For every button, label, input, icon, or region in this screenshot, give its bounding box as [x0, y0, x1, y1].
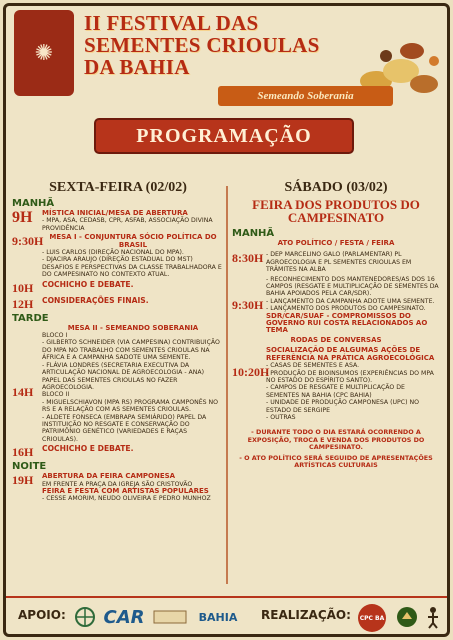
- schedule-row: [12, 445, 224, 459]
- schedule-row: [12, 473, 224, 503]
- soc-text-5: - OUTRAS: [266, 413, 296, 421]
- schedule-row: [12, 325, 224, 444]
- time-19h: 19H: [12, 473, 34, 488]
- feira-heading: ABERTURA DA FEIRA CAMPONESA: [42, 472, 176, 481]
- cochicho-1: COCHICHO E DEBATE.: [42, 279, 134, 289]
- footer: [6, 596, 447, 636]
- ato-politico: ATO POLÍTICO / FESTA / FEIRA: [277, 239, 395, 247]
- bloco2-speaker-2: - ALDETE FONSECA (EMBRAPA SEMIÁRIDO) PAPEL DA INSTITUIÇÃO NO RESGATE E CONSERVAÇÃO DO PATRIMÔNIO GENÉTICO (VARIEDADES E RAÇAS CRIOULAS).: [42, 413, 207, 443]
- pl-text: - DEP MARCELINO GALO (PARLAMENTAR) PL AGROECOLOGIA E PL SEMENTES CRIOULAS EM TRÂMITES NA ALBA: [266, 251, 412, 274]
- mesa1-heading: MESA I - CONJUNTURA SÓCIO POLÍTICA DO BRASIL: [49, 233, 217, 249]
- soc-text-4: - UNIDADE DE PRODUÇÃO CAMPONESA (UPC) NO ESTADO DE SERGIPE: [266, 399, 419, 414]
- schedule-row: [12, 234, 224, 278]
- soc-text-3: - CAMPOS DE RESGATE E MULTIPLICAÇÃO DE SEMENTES NA BAHIA (CPC BAHIA): [266, 384, 405, 399]
- figure-icon: [422, 604, 444, 630]
- mesa2-item: [42, 325, 224, 444]
- note-1: - DURANTE TODO O DIA ESTARÁ OCORRENDO A EXPOSIÇÃO, TROCA E VENDA DOS PRODUTOS DO CAMPESINATO.: [247, 428, 425, 452]
- mesa1-speaker-2: - DJACIRA ARAUJO (DIREÇÃO ESTADUAL DO MST) DESAFIOS E PERSPECTIVAS DA CLASSE TRABALHADORA E DO CAMPESINATO NO CONTEXTO ATUAL.: [42, 256, 222, 279]
- title-line-1: II FESTIVAL DAS: [84, 11, 259, 35]
- abertura-heading: MÍSTICA INICIAL/MESA DE ABERTURA: [42, 209, 188, 217]
- saturday-manha: MANHÃ: [232, 228, 275, 239]
- bahia-logo: BAHIA: [198, 610, 238, 624]
- bloco2-speaker-1: - MIGUELSCHIAVON (MPA RS) PROGRAMA CAMPONÊS NO RS E A RELAÇÃO COM AS SEMENTES CRIOULAS.: [42, 398, 219, 414]
- rodas-conversas: RODAS DE CONVERSAS: [290, 335, 382, 344]
- mesa2-heading: MESA II - SEMEANDO SOBERANIA: [67, 323, 199, 332]
- programacao-banner: PROGRAMAÇÃO: [94, 118, 354, 154]
- schedule-row: [12, 210, 224, 232]
- s930-text-3: - LANÇAMENTO DOS PRODUTOS DO CAMPESINATO.: [266, 305, 426, 313]
- saturday-day: SÁBADO (03/02): [284, 180, 388, 195]
- friday-manha: MANHÃ: [12, 198, 55, 209]
- friday-day: SEXTA-FEIRA (02/02): [49, 180, 187, 195]
- subtitle-banner: Semeando Soberania: [218, 86, 393, 106]
- schedule-row: [232, 347, 440, 421]
- title-line-3: DA BAHIA: [84, 55, 190, 79]
- festa-text: - CESSE AMORIM, NEUDO OLIVEIRA E PEDRO MUNHOZ: [42, 495, 211, 503]
- time-12h: 12H: [12, 296, 34, 311]
- soc-text-1: - CASAS DE SEMENTES E ASA.: [266, 362, 360, 370]
- s930-text-2: - LANÇAMENTO DA CAMPANHA ADOTE UMA SEMENTE.: [266, 297, 435, 305]
- mesa1-speaker-1: - LUIS CARLOS (DIREÇÃO NACIONAL DO MPA).: [42, 249, 184, 257]
- bloco1-speaker-2: - FLÁVIA LONDRES (SECRETARIA EXECUTIVA DA ARTICULAÇÃO NACIONAL DE AGROECOLOGIA - ANA) PAPEL DAS SEMENTES CRIOULAS NO FAZER AGROECOLOGIA.: [42, 361, 205, 391]
- time-830: 8:30H: [232, 251, 264, 266]
- socializacao-item: [266, 347, 440, 421]
- feira-item: [42, 473, 224, 503]
- festival-logo: ✺: [14, 10, 74, 96]
- poster: [3, 3, 450, 637]
- schedule-row: [232, 251, 440, 273]
- time-1020: 10:20H: [232, 365, 270, 380]
- header: [6, 6, 447, 114]
- friday-noite: NOITE: [12, 461, 47, 473]
- time-10h: 10H: [12, 280, 34, 295]
- feira-produtos-title: FEIRA DOS PRODUTOS DO CAMPESINATO: [252, 197, 420, 225]
- apoio-label: APOIO:: [18, 608, 66, 622]
- friday-tarde: TARDE: [12, 312, 49, 324]
- bloco2-label: BLOCO II: [42, 391, 70, 399]
- cochicho-2: COCHICHO E DEBATE.: [42, 444, 134, 454]
- feira-text: EM FRENTE A PRAÇA DA IGREJA SÃO CRISTOVÃO: [42, 480, 193, 488]
- consideracoes-finais: CONSIDERAÇÕES FINAIS.: [42, 295, 149, 305]
- partner-logo-icon: [68, 604, 102, 630]
- bloco1-speaker-1: - GILBERTO SCHNEIDER (VIA CAMPESINA) CONTRIBUIÇÃO DO MPA NO TRABALHO COM SEMENTES CRIOULAS NA ÁFRICA E A CAMPANHA SADOTE UMA SEMENTE.: [42, 339, 220, 362]
- s930-item: [266, 276, 440, 335]
- time-16h: 16H: [12, 445, 34, 460]
- time-14h: 14H: [12, 384, 34, 399]
- car-logo: CAR: [103, 606, 145, 628]
- government-logo-icon: [150, 604, 190, 630]
- time-930: 9:30H: [12, 234, 44, 249]
- abertura-text: - MPA, ASA, CEDASB, CPR, ASFAB, ASSOCIAÇÃO DIVINA PROVIDÊNCIA: [42, 217, 213, 232]
- bloco1-label: BLOCO I: [42, 332, 68, 340]
- s930-text-1: - RECONHECIMENTO DOS MANTENEDORES/AS DOS 16 CAMPOS (RESGATE E MULTIPLICAÇÃO DE SEMENTES DA BAHIA APOIADOS PELA CAR/SDR).: [266, 275, 439, 298]
- saturday-column: [232, 180, 440, 469]
- friday-column: [12, 180, 224, 505]
- sdr-heading: SDR/CAR/SUAF - COMPROMISSOS DO GOVERNO RUI COSTA RELACIONADOS AO TEMA: [266, 311, 428, 335]
- schedule-row: [232, 276, 440, 335]
- time-930-sat: 9:30H: [232, 297, 264, 312]
- column-divider: [226, 186, 228, 584]
- schedule-row: [12, 281, 224, 295]
- abertura-item: [42, 210, 224, 232]
- mesa1-item: [42, 234, 224, 278]
- soc-heading: SOCIALIZAÇÃO DE ALGUMAS AÇÕES DE REFERÊNCIA NA PRÁTICA AGROECOLÓGICA: [266, 346, 435, 362]
- cpc-logo: CPC BA: [358, 604, 386, 632]
- note-2: - O ATO POLÍTICO SERÁ SEGUIDO DE APRESENTAÇÕES ARTÍSTICAS CULTURAIS: [239, 453, 433, 469]
- schedule-row: [12, 297, 224, 311]
- mpa-logo-icon: [394, 604, 420, 630]
- festival-title: [84, 12, 359, 78]
- soc-text-2: - PRODUÇÃO DE BIOINSUMOS (EXPERIÊNCIAS DO MPA NO ESTADO DO ESPÍRITO SANTO).: [266, 369, 434, 384]
- festa-heading: FEIRA E FESTA COM ARTISTAS POPULARES: [42, 486, 209, 495]
- title-line-2: SEMENTES CRIOULAS: [84, 33, 320, 57]
- realizacao-label: REALIZAÇÃO:: [261, 608, 351, 622]
- time-9h: 9H: [12, 209, 33, 226]
